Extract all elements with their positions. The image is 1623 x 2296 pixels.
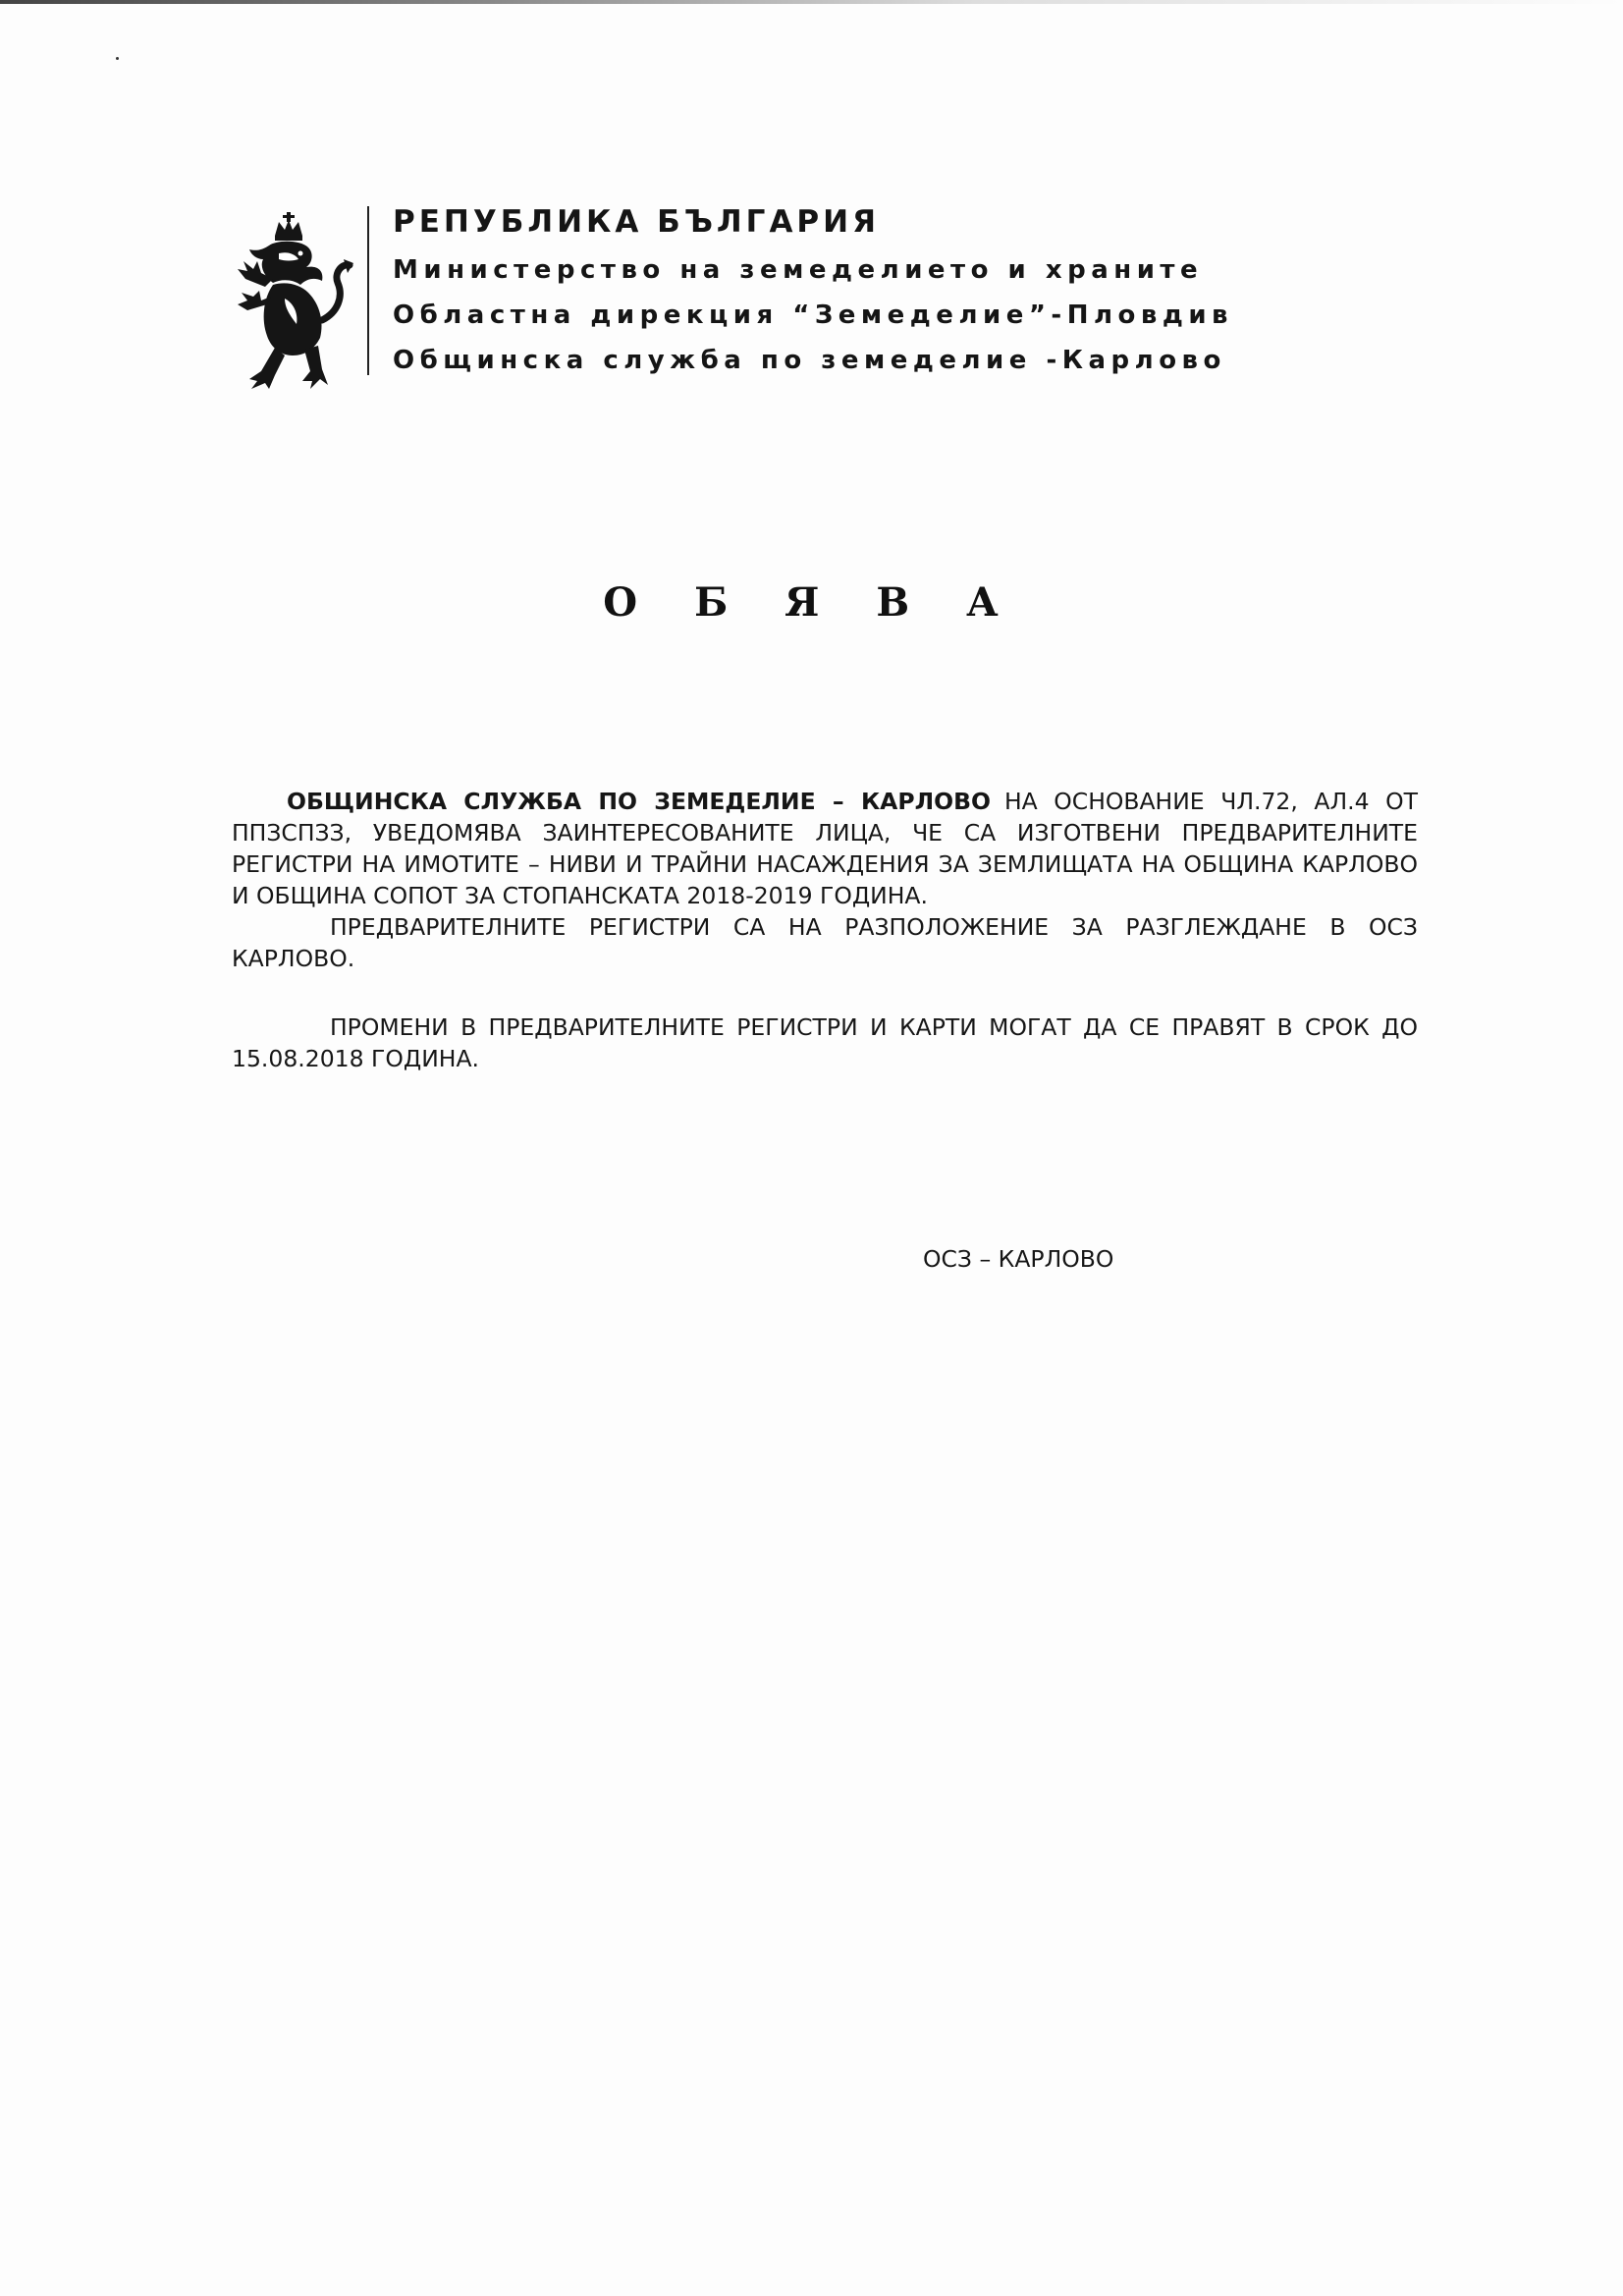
document-body (232, 786, 1418, 1074)
paragraph-deadline: ПРОМЕНИ В ПРЕДВАРИТЕЛНИТЕ РЕГИСТРИ И КАРТИ МОГАТ ДА СЕ ПРАВЯТ В СРОК ДО 15.08.2018 ГОДИНА. (232, 1013, 1418, 1072)
letterhead (236, 196, 1234, 393)
country-name: РЕПУБЛИКА БЪЛГАРИЯ (393, 204, 880, 240)
letterhead-text (393, 196, 1234, 383)
document-title: О Б Я В А (603, 579, 1020, 626)
directorate-name: Областна дирекция “Земеделие”-Пловдив (393, 301, 1234, 330)
scan-speck (116, 57, 119, 60)
signature: ОСЗ – КАРЛОВО (923, 1245, 1114, 1273)
scan-edge (0, 0, 1623, 4)
coat-of-arms-lion-icon (236, 202, 353, 389)
paragraph-lead: ОБЩИНСКА СЛУЖБА ПО ЗЕМЕДЕЛИЕ – КАРЛОВО (287, 788, 991, 815)
paragraph-availability: ПРЕДВАРИТЕЛНИТЕ РЕГИСТРИ СА НА РАЗПОЛОЖЕНИЕ ЗА РАЗГЛЕЖДАНЕ В ОСЗ КАРЛОВО. (232, 913, 1418, 972)
paragraph-announcement (232, 786, 1418, 911)
service-name: Общинска служба по земеделие -Карлово (393, 346, 1226, 375)
letterhead-divider (367, 206, 369, 375)
ministry-name: Министерство на земеделието и храните (393, 255, 1204, 285)
paragraph-text: НА ОСНОВАНИЕ ЧЛ.72, АЛ.4 ОТ ППЗСПЗЗ, УВЕДОМЯВА ЗАИНТЕРЕСОВАНИТЕ ЛИЦА, ЧЕ СА ИЗГОТВЕНИ ПРЕДВАРИТЕЛНИТЕ РЕГИСТРИ НА ИМОТИТЕ – НИВИ И ТРАЙНИ НАСАЖДЕНИЯ ЗА ЗЕМЛИЩАТА НА ОБЩИНА КАРЛОВО И ОБЩИНА СОПОТ ЗА СТОПАНСКАТА 2018-2019 ГОДИНА. (232, 788, 1418, 909)
